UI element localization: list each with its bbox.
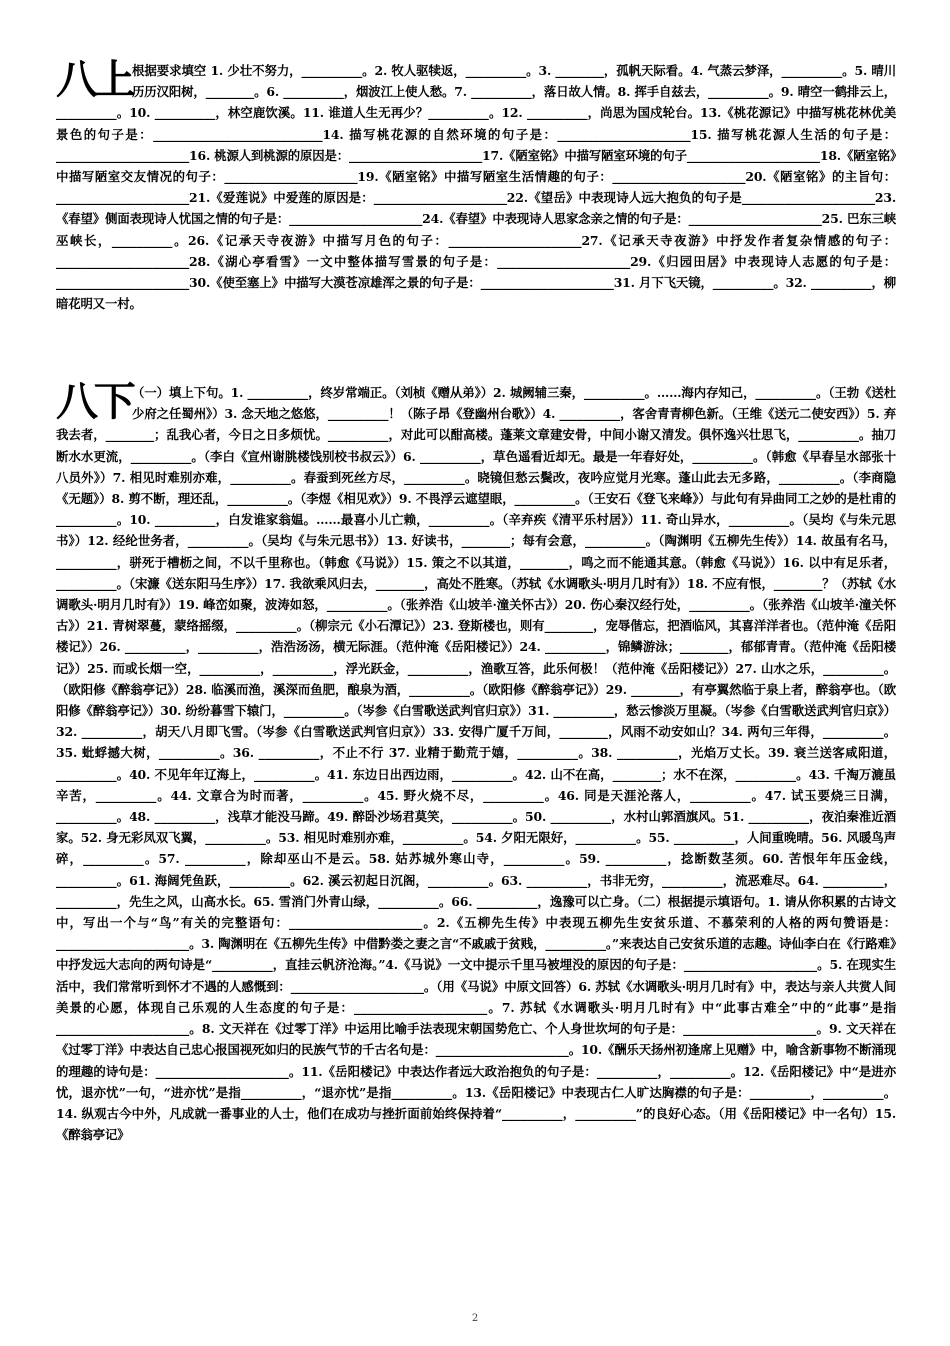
section-title: 八下 [56, 379, 132, 425]
section-text: （一）填上下句。1. __________，终岁常端正。（刘桢《赠从弟》）2. 城阙辅三秦，__________。……海内存知己，__________。（王勃《送杜少府之任蜀州》）3. 念天地之悠悠，__________！（陈子昂《登幽州台歌》）4. __________，客舍青青柳色新。（王维《送元二使安西》）5. 弃我去者，________；乱我心者，今日之日多烦忧。__________，对此可以酣高楼。蓬莱文章建安骨，中间小谢又清发。俱怀逸兴壮思飞，__________。抽刀断水水更流，__________。（李白《宣州谢朓楼饯别校书叔云》）6. __________，草色遥看近却无。最是一年春好处，__________。（韩愈《早春呈水部张十八员外》）7. 相见时难别亦难，__________。春蚕到死丝方尽，__________。晓镜但愁云鬓改，夜吟应觉月光寒。蓬山此去无多路，__________。（李商隐《无题》）8. 剪不断，理还乱，__________。（李煜《相见欢》）9. 不畏浮云遮望眼，__________。（王安石《登飞来峰》）与此句有异曲同工之妙的是杜甫的__________。10. __________，白发谁家翁媪。……最喜小儿亡赖，__________。（辛弃疾《清平乐村居》）11. 奇山异水，__________。（吴均《与朱元思书》）12. 经纶世务者，__________。（吴均《与朱元思书》）13. 好读书，________；每有会意，__________。（陶渊明《五柳先生传》）14. 故虽有名马，__________，骈死于槽枥之间，不以千里称也。（韩愈《马说》）15. 策之不以其道，________，鸣之而不能通其意。（韩愈《马说》）16. 以中有足乐者，__________。（宋濂《送东阳马生序》）17. 我欲乘风归去，________，高处不胜寒。（苏轼《水调歌头·明月几时有》）18. 不应有恨，________？（苏轼《水调歌头·明月几时有》）19. 峰峦如聚，波涛如怒，__________。（张养浩《山坡羊·潼关怀古》）20. 伤心秦汉经行处，__________。（张养浩《山坡羊·潼关怀古》）21. 青树翠蔓，蒙络摇缀，__________。（柳宗元《小石潭记》）23. 登斯楼也，则有________，宠辱偕忘，把酒临风，其喜洋洋者也。（范仲淹《岳阳楼记》）26. __________，__________，浩浩汤汤，横无际涯。（范仲淹《岳阳楼记》）24. __________，锦鳞游泳；________，郁郁青青。（范仲淹《岳阳楼记》）25. 而或长烟一空，__________，__________，浮光跃金，__________，渔歌互答，此乐何极！（范仲淹《岳阳楼记》）27. 山水之乐，__________。（欧阳修《醉翁亭记》）28. 临溪而渔，溪深而鱼肥，酿泉为酒，__________。（欧阳修《醉翁亭记》）29. ________，有亭翼然临于泉上者，醉翁亭也。（欧阳修《醉翁亭记》）30. 纷纷暮雪下辕门，__________。（岑参《白雪歌送武判官归京》）31. __________，愁云惨淡万里凝。（岑参《白雪歌送武判官归京》）32. __________，胡天八月即飞雪。（岑参《白雪歌送武判官归京》）33. 安得广厦千万间，________，风雨不动安如山？34. 两句三年得，__________。35. 蚍蜉撼大树，__________。36. __________，不止不行 37. 业精于勤荒于嬉，__________。38. __________，光焰万丈长。39. 衰兰送客咸阳道，__________。40. 不见年年辽海上，__________。41. 东边日出西边雨，__________。42. 山不在高，________；水不在深，__________。43. 千淘万漉虽辛苦，__________。44. 文章合为时而著，__________。45. 野火烧不尽，__________。46. 同是天涯沦落人，__________。47. 试玉要烧三日满，__________。48. __________，浅草才能没马蹄。49. 醉卧沙场君莫笑，__________。50. __________，水村山郭酒旗风。51. __________，夜泊秦淮近酒家。52. 身无彩凤双飞翼，__________。53. 相见时难别亦难，__________。54. 夕阳无限好，__________。55. __________，人间重晚晴。56. 风暖鸟声碎，__________。57. __________，除却巫山不是云。58. 姑苏城外寒山寺，__________。59. __________，捻断数茎须。60. 苦恨年年压金线，__________。61. 海阔凭鱼跃，__________。62. 溪云初起日沉阁，__________。63. __________，书非无穷，__________，流恶难尽。64. __________，__________，先生之风，山高水长。65. 雪消门外青山绿，__________。66. __________，逸豫可以亡身。（二）根据提示填语句。1. 请从你积累的古诗文中，写出一个与“鸟”有关的完整语句：______________________。2.《五柳先生传》中表现五柳先生安贫乐道、不慕荣利的人格的两句赞语是：______________________。3. 陶渊明在《五柳先生传》中借黔娄之妻之言“不戚戚于贫贱，__________。”来表达自己安贫乐道的志趣。诗仙李白在《行路难》中抒发远大志向的两句诗是“__________，直挂云帆济沧海。”4.《马说》一文中提示千里马被埋没的原因的句子是：______________________。5. 在现实生活中，我们常常听到怀才不遇的人感慨到：______________________。（用《马说》中原文回答）6. 苏轼《水调歌头·明月几时有》中，表达与亲人共赏人间美景的心愿，体现自己乐观的人生态度的句子是：______________________。7. 苏轼《水调歌头·明月几时有》中“此事古难全”中的“此事”是指______________________。8. 文天祥在《过零丁洋》中运用比喻手法表现宋朝国势危亡、个人身世坎坷的句子是：______________________。9. 文天祥在《过零丁洋》中表达自己忠心报国视死如归的民族气节的千古名句是：______________________。10.《酬乐天扬州初逢席上见赠》中，喻含新事物不断涌现的理趣的诗句是：______________________。11.《岳阳楼记》中表达作者远大政治抱负的句子是：__________，__________。12.《岳阳楼记》中“是进亦忧，退亦忧”一句，“进亦忧”是指__________，“退亦忧”是指__________。13.《岳阳楼记》中表现古仁人旷达胸襟的句子是：__________，__________。14. 纵观古今中外，凡成就一番事业的人士，他们在成功与挫折面前始终保持着“__________，__________”的良好心态。（用《岳阳楼记》中一名句）15.《醉翁亭记》 [56, 385, 896, 1143]
section-ba-xia [56, 379, 896, 1145]
section-body [56, 379, 896, 1145]
section-text: 根据要求填空 1. 少壮不努力，__________。2. 牧人驱犊返，__________。3. ________，孤帆天际看。4. 气蒸云梦泽，__________。5. 晴川历历汉阳树，________。6. __________，烟波江上使人愁。7. __________，落日故人情。8. 挥手自兹去，__________。9. 晴空一鹤排云上，__________。10. __________，林空鹿饮溪。11. 谁道人生无再少？__________。12. __________，尚思为国戍轮台。13.《桃花源记》中描写桃花林优美景色的句子是：____________________________14. 描写桃花源的自然环境的句子是：______________________15. 描写桃花源人生活的句子是：______________________16. 桃源人到桃源的原因是：______________________17.《陋室铭》中描写陋室环境的句子______________________18.《陋室铭》中描写陋室交友情况的句子：______________________19.《陋室铭》中描写陋室生活情趣的句子：______________________20.《陋室铭》的主旨句：______________________21.《爱莲说》中爱莲的原因是：______________________22.《望岳》中表现诗人远大抱负的句子是______________________23.《春望》侧面表现诗人忧国之情的句子是：______________________24.《春望》中表现诗人思家念亲之情的句子是：______________________25. 巴东三峡巫峡长，__________。26.《记承天寺夜游》中描写月色的句子：______________________27.《记承天寺夜游》中抒发作者复杂情感的句子：______________________28.《湖心亭看雪》一文中整体描写雪景的句子是：______________________29.《归园田居》中表现诗人志愿的句子是：______________________30.《使至塞上》中描写大漠苍凉雄浑之景的句子是：______________________31. 月下飞天镜，__________。32. __________，柳暗花明又一村。 [56, 63, 896, 312]
section-body [56, 57, 896, 314]
page-number: 2 [471, 1313, 479, 1324]
section-title: 八上 [56, 57, 132, 103]
section-ba-shang [56, 57, 896, 314]
